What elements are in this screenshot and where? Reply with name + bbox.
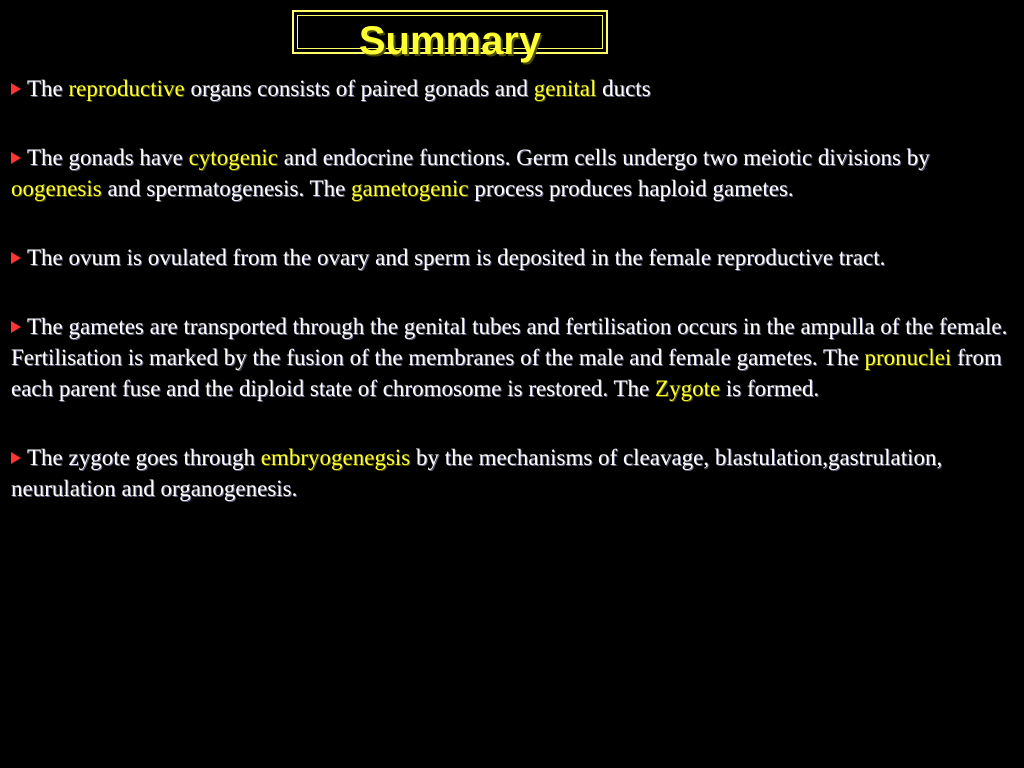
bullet-text: The gametes are transported through the genital tubes and fertilisation occurs in the ampulla of the female. Fertilisation is marked by the fusion of the membranes of the male and female gametes. The — [11, 314, 1008, 370]
bullet-text: process produces haploid gametes. — [468, 176, 794, 201]
bullet-text: ducts — [596, 76, 651, 101]
bullet-item — [11, 242, 1011, 273]
triangle-bullet-icon — [11, 452, 21, 464]
bullet-list — [11, 73, 1011, 542]
bullet-item — [11, 442, 1011, 504]
bullet-text: The — [27, 76, 69, 101]
highlighted-term: gametogenic — [351, 176, 469, 201]
bullet-text: The zygote goes through — [27, 445, 261, 470]
slide-title: Summary — [358, 19, 542, 63]
bullet-item — [11, 73, 1011, 104]
bullet-text: by the mechanisms of cleavage, blastulation,gastrulation, neurulation and organogenesis. — [11, 445, 943, 501]
bullet-text: and endocrine functions. Germ cells undergo two meiotic divisions by — [278, 145, 930, 170]
bullet-item — [11, 311, 1011, 404]
highlighted-term: oogenesis — [11, 176, 102, 201]
bullet-text: organs consists of paired gonads and — [184, 76, 534, 101]
title-frame — [292, 10, 608, 63]
bullet-text: and spermatogenesis. The — [101, 176, 352, 201]
highlighted-term: genital — [533, 76, 597, 101]
highlighted-term: embryogenegsis — [260, 445, 411, 470]
bullet-text: The gonads have — [27, 145, 189, 170]
highlighted-term: Zygote — [655, 376, 721, 401]
triangle-bullet-icon — [11, 152, 21, 164]
bullet-text: from each parent fuse and the diploid state of chromosome is restored. The — [11, 345, 1002, 401]
bullet-text: The ovum is ovulated from the ovary and sperm is deposited in the female reproductive tract. — [27, 245, 886, 270]
bullet-item — [11, 142, 1011, 204]
highlighted-term: reproductive — [68, 76, 185, 101]
highlighted-term: pronuclei — [864, 345, 952, 370]
triangle-bullet-icon — [11, 321, 21, 333]
highlighted-term: cytogenic — [188, 145, 278, 170]
bullet-text: is formed. — [720, 376, 820, 401]
triangle-bullet-icon — [11, 83, 21, 95]
triangle-bullet-icon — [11, 252, 21, 264]
